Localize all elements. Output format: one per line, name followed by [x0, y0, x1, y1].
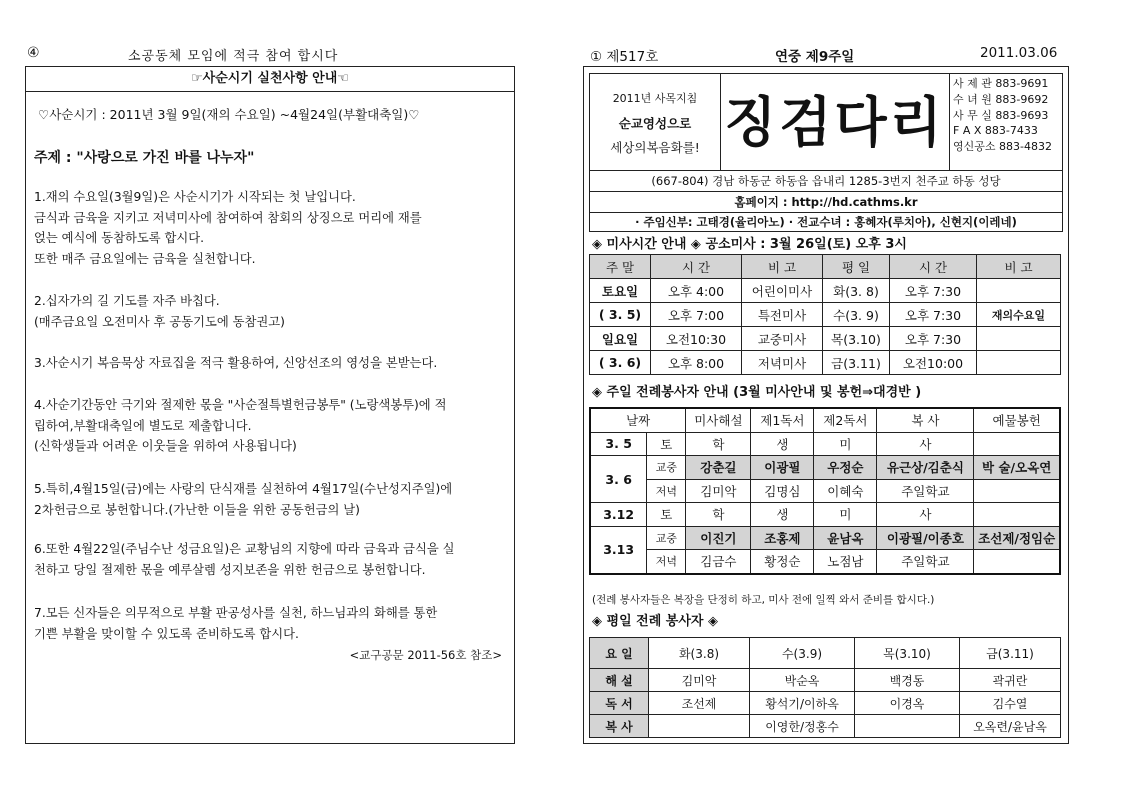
sunday-cell: 이진기 [686, 526, 751, 550]
mass-time: 오전10:30 [651, 327, 742, 351]
parish-homepage[interactable]: 홈페이지 : http://hd.cathms.kr [590, 191, 1062, 212]
mass-row [590, 279, 1061, 303]
mass-schedule-table [589, 254, 1061, 375]
sunday-col-reading2: 제2독서 [814, 408, 877, 432]
mass-time: 오후 7:30 [890, 279, 977, 303]
mass-weekday: 목(3.10) [823, 327, 890, 351]
weekday-cell [855, 715, 960, 738]
sunday-header-row [590, 408, 1060, 432]
mass-col-weekend: 주 말 [590, 255, 651, 279]
parish-staff: · 주임신부: 고태경(율리아노) · 전교수녀 : 홍혜자(루치아), 신현지(이레네) [590, 212, 1062, 232]
sunday-cell: 학 [686, 432, 751, 456]
mass-col-note: 비 고 [977, 255, 1061, 279]
mass-col-note: 비 고 [742, 255, 823, 279]
sunday-row [590, 550, 1060, 574]
contact-fax: F A X 883-7433 [953, 124, 1038, 138]
weekday-col: 화(3.8) [649, 638, 750, 669]
weekday-cell: 백경동 [855, 669, 960, 692]
sunday-cell: 사 [877, 432, 974, 456]
lent-item-1: 1.재의 수요일(3월9일)은 사순시기가 시작되는 첫 날입니다. 금식과 금육을 지키고 저녁미사에 참여하여 참회의 상징으로 머리에 재를 얹는 예식에 동참하도록 합시다. 또한 매주 금요일에는 금육을 실천합니다. [34, 190, 422, 266]
mass-date: ( 3. 6) [590, 351, 651, 375]
sunday-cell: 이광필 [751, 456, 814, 480]
mass-col-weekday: 평 일 [823, 255, 890, 279]
sunday-cell [974, 503, 1060, 527]
sunday-row [590, 479, 1060, 503]
weekday-col: 금(3.11) [960, 638, 1061, 669]
mass-note [977, 279, 1061, 303]
sunday-cell: 미 [814, 503, 877, 527]
sunday-mass-label: 교중 [647, 456, 686, 480]
weekday-col: 목(3.10) [855, 638, 960, 669]
contact-convent: 수 녀 원 883-9692 [953, 92, 1049, 106]
lent-item-3: 3.사순시기 복음묵상 자료집을 적극 활용하여, 신앙선조의 영성을 본받는다. [34, 356, 438, 370]
mass-header-row [590, 255, 1061, 279]
sunday-date: 3.13 [590, 526, 647, 574]
sunday-day: 토 [647, 503, 686, 527]
sunday-mass-label: 교중 [647, 526, 686, 550]
weekday-cell: 김미악 [649, 669, 750, 692]
sunday-servers-table [589, 407, 1061, 575]
mass-time: 오후 4:00 [651, 279, 742, 303]
left-page-number: ④ [27, 45, 40, 61]
sunday-cell: 박 술/오옥연 [974, 456, 1060, 480]
mass-time: 오후 7:00 [651, 303, 742, 327]
lent-notice-box [25, 66, 515, 744]
sunday-cell: 이광필/이종호 [877, 526, 974, 550]
mass-note: 교중미사 [742, 327, 823, 351]
lent-period: ♡사순시기 : 2011년 3월 9일(재의 수요일) ~4월24일(부활대축일)♡ [38, 107, 420, 122]
parish-address: (667-804) 경남 하동군 하동읍 읍내리 1285-3번지 천주교 하동 성당 [590, 170, 1062, 191]
sunday-cell: 노점남 [814, 550, 877, 574]
sunday-col-altar: 복 사 [877, 408, 974, 432]
weekday-cell: 이경옥 [855, 692, 960, 715]
weekday-servers-heading: ◈ 평일 전례 봉사자 ◈ [592, 614, 719, 629]
sunday-servers-heading: ◈ 주일 전례봉사자 안내 (3월 미사안내 및 봉헌⇒대경반 ) [592, 385, 922, 400]
sunday-mass-label: 저녁 [647, 550, 686, 574]
contact-mission: 영신공소 883-4832 [953, 140, 1052, 154]
guideline-year: 2011년 사목지침 [612, 92, 698, 105]
lent-item-4: 4.사순기간동안 극기와 절제한 몫을 "사순절특별헌금봉투" (노랑색봉투)에 적 립하여,부활대축일에 별도로 제출합니다. (신학생들과 어려운 이웃들을 위하여 사용됩니다) [34, 398, 447, 453]
sunday-cell: 강춘길 [686, 456, 751, 480]
weekday-role: 해 설 [590, 669, 649, 692]
weekday-cell [649, 715, 750, 738]
mass-weekday: 수(3. 9) [823, 303, 890, 327]
weekday-row [590, 692, 1061, 715]
weekday-cell: 김수열 [960, 692, 1061, 715]
sunday-date: 3.12 [590, 503, 647, 527]
masthead [589, 73, 1063, 232]
lent-theme: 주제 : "사랑으로 가진 바를 나누자" [34, 150, 255, 166]
contact-rectory: 사 제 관 883-9691 [953, 77, 1049, 90]
mass-time: 오후 7:30 [890, 303, 977, 327]
sunday-cell: 생 [751, 503, 814, 527]
weekday-cell: 오옥련/윤남옥 [960, 715, 1061, 738]
weekday-row [590, 715, 1061, 738]
sunday-servers-note: (전례 봉사자들은 복장을 단정히 하고, 미사 전에 일찍 와서 준비를 합시다.) [592, 594, 935, 606]
sunday-row [590, 432, 1060, 456]
sunday-cell: 학 [686, 503, 751, 527]
sunday-cell [974, 479, 1060, 503]
weekday-cell: 황석기/이하옥 [750, 692, 855, 715]
contact-list [953, 76, 1052, 155]
bulletin-logo: 징검다리 [720, 74, 950, 170]
weekday-header-row [590, 638, 1061, 669]
weekday-cell: 곽귀란 [960, 669, 1061, 692]
mass-time: 오후 8:00 [651, 351, 742, 375]
weekday-role: 독 서 [590, 692, 649, 715]
weekday-row [590, 669, 1061, 692]
sunday-col-reading1: 제1독서 [751, 408, 814, 432]
sunday-row [590, 503, 1060, 527]
mass-note [977, 327, 1061, 351]
sunday-cell: 김미악 [686, 479, 751, 503]
sunday-cell: 김금수 [686, 550, 751, 574]
mass-note: 재의수요일 [977, 303, 1061, 327]
sunday-cell: 주일학교 [877, 550, 974, 574]
left-page-slogan: 소공동체 모임에 적극 참여 합시다 [128, 49, 339, 64]
mass-day: 토요일 [590, 279, 651, 303]
issue-date: 2011.03.06 [980, 45, 1058, 61]
sunday-cell [974, 550, 1060, 574]
mass-time: 오후 7:30 [890, 327, 977, 351]
sunday-cell: 주일학교 [877, 479, 974, 503]
pastoral-guideline [590, 74, 721, 170]
mass-weekday: 화(3. 8) [823, 279, 890, 303]
sunday-cell [974, 432, 1060, 456]
weekday-servers-table [589, 637, 1061, 738]
guideline-slogan-1: 순교영성으로 [618, 116, 692, 131]
sunday-cell: 김명심 [751, 479, 814, 503]
issue-number: ① 제517호 [590, 49, 659, 65]
mass-col-time: 시 간 [651, 255, 742, 279]
sunday-col-date: 날짜 [590, 408, 686, 432]
sunday-row [590, 526, 1060, 550]
sunday-cell: 우정순 [814, 456, 877, 480]
weekday-cell: 조선제 [649, 692, 750, 715]
sunday-cell: 황정순 [751, 550, 814, 574]
mass-note: 어린이미사 [742, 279, 823, 303]
mass-note [977, 351, 1061, 375]
mass-col-time: 시 간 [890, 255, 977, 279]
sunday-cell: 조선제/정임순 [974, 526, 1060, 550]
lent-item-5: 5.특히,4월15일(금)에는 사랑의 단식재를 실천하여 4월17일(수난성지주일)에 2차헌금으로 봉헌합니다.(가난한 이들을 위한 공동헌금의 날) [34, 482, 453, 517]
mass-note: 저녁미사 [742, 351, 823, 375]
weekday-cell: 이영한/정홍수 [750, 715, 855, 738]
mass-date: ( 3. 5) [590, 303, 651, 327]
sunday-cell: 미 [814, 432, 877, 456]
weekday-role: 복 사 [590, 715, 649, 738]
sunday-day: 토 [647, 432, 686, 456]
sunday-date: 3. 5 [590, 432, 647, 456]
mass-row [590, 351, 1061, 375]
bulletin-box [583, 66, 1069, 744]
weekday-col: 수(3.9) [750, 638, 855, 669]
weekday-col-day: 요 일 [590, 638, 649, 669]
sunday-cell: 유근상/김춘식 [877, 456, 974, 480]
mass-schedule-heading: ◈ 미사시간 안내 ◈ 공소미사 : 3월 26일(토) 오후 3시 [592, 237, 907, 252]
sunday-cell: 사 [877, 503, 974, 527]
mass-time: 오전10:00 [890, 351, 977, 375]
mass-row [590, 327, 1061, 351]
guideline-slogan-2: 세상의복음화를! [610, 140, 700, 155]
sunday-cell: 생 [751, 432, 814, 456]
contact-office: 사 무 실 883-9693 [953, 108, 1049, 122]
liturgical-sunday: 연중 제9주일 [775, 49, 855, 65]
lent-item-6: 6.또한 4월22일(주님수난 성금요일)은 교황님의 지향에 따라 금육과 금식을 실 천하고 당일 절제한 몫을 예루살렘 성지보존을 위한 헌금으로 봉헌합니다. [34, 542, 455, 577]
mass-row [590, 303, 1061, 327]
mass-weekday: 금(3.11) [823, 351, 890, 375]
sunday-col-commentary: 미사해설 [686, 408, 751, 432]
sunday-date: 3. 6 [590, 456, 647, 503]
sunday-row [590, 456, 1060, 480]
mass-day: 일요일 [590, 327, 651, 351]
sunday-cell: 윤남옥 [814, 526, 877, 550]
lent-item-7: 7.모든 신자들은 의무적으로 부활 판공성사를 실천, 하느님과의 화해를 통한 기쁜 부활을 맞이할 수 있도록 준비하도록 합시다. [34, 606, 438, 641]
sunday-mass-label: 저녁 [647, 479, 686, 503]
lent-item-2: 2.십자가의 길 기도를 자주 바칩다. (매주금요일 오전미사 후 공동기도에 동참권고) [34, 294, 285, 329]
sunday-cell: 이혜숙 [814, 479, 877, 503]
weekday-cell: 박순옥 [750, 669, 855, 692]
sunday-col-offertory: 예물봉헌 [974, 408, 1060, 432]
lent-notice-title: ☞사순시기 실천사항 안내☜ [26, 67, 514, 92]
lent-reference: <교구공문 2011-56호 참조> [349, 648, 502, 662]
mass-note: 특전미사 [742, 303, 823, 327]
sunday-cell: 조홍제 [751, 526, 814, 550]
